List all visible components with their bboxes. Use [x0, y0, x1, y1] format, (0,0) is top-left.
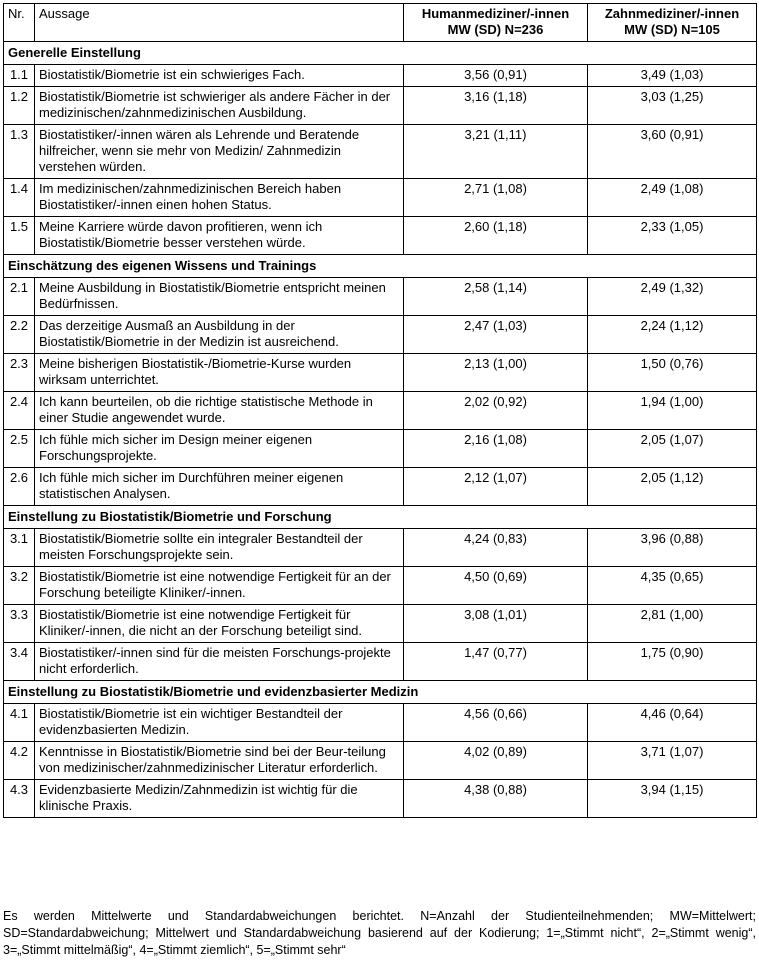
- zahn-mean-sd: 2,49 (1,08): [588, 179, 757, 217]
- zahn-mean-sd: 3,60 (0,91): [588, 125, 757, 179]
- header-zahnmediziner: [588, 4, 757, 42]
- human-mean-sd: 2,60 (1,18): [404, 217, 588, 255]
- table-row: [4, 125, 757, 179]
- human-mean-sd: 3,08 (1,01): [404, 605, 588, 643]
- item-statement: Biostatistik/Biometrie ist ein wichtiger Bestandteil der evidenzbasierten Medizin.: [35, 704, 404, 742]
- zahn-mean-sd: 3,96 (0,88): [588, 529, 757, 567]
- item-number: 4.1: [4, 704, 35, 742]
- header-aussage: Aussage: [35, 4, 404, 42]
- item-statement: Evidenzbasierte Medizin/Zahnmedizin ist wichtig für die klinische Praxis.: [35, 780, 404, 818]
- zahn-mean-sd: 2,05 (1,07): [588, 430, 757, 468]
- item-number: 4.3: [4, 780, 35, 818]
- item-statement: Biostatistik/Biometrie sollte ein integraler Bestandteil der meisten Forschungsprojekte sein.: [35, 529, 404, 567]
- table-header-row: [4, 4, 757, 42]
- item-number: 3.1: [4, 529, 35, 567]
- item-statement: Biostatistik/Biometrie ist ein schwieriges Fach.: [35, 65, 404, 87]
- human-mean-sd: 3,56 (0,91): [404, 65, 588, 87]
- table-row: [4, 468, 757, 506]
- human-mean-sd: 4,24 (0,83): [404, 529, 588, 567]
- zahn-mean-sd: 3,71 (1,07): [588, 742, 757, 780]
- zahn-mean-sd: 4,35 (0,65): [588, 567, 757, 605]
- item-statement: Biostatistik/Biometrie ist schwieriger als andere Fächer in der medizinischen/zahnmedizinischen Ausbildung.: [35, 87, 404, 125]
- human-mean-sd: 2,47 (1,03): [404, 316, 588, 354]
- human-mean-sd: 2,02 (0,92): [404, 392, 588, 430]
- section-row: [4, 42, 757, 65]
- table-body: [4, 42, 757, 818]
- item-statement: Das derzeitige Ausmaß an Ausbildung in der Biostatistik/Biometrie in der Medizin ist ausreichend.: [35, 316, 404, 354]
- section-title: Einstellung zu Biostatistik/Biometrie und Forschung: [4, 506, 757, 529]
- table-row: [4, 742, 757, 780]
- survey-results-table: [3, 3, 757, 818]
- human-mean-sd: 2,71 (1,08): [404, 179, 588, 217]
- item-statement: Meine bisherigen Biostatistik-/Biometrie-Kurse wurden wirksam unterrichtet.: [35, 354, 404, 392]
- item-statement: Meine Karriere würde davon profitieren, wenn ich Biostatistik/Biometrie besser verstehen würde.: [35, 217, 404, 255]
- item-number: 1.2: [4, 87, 35, 125]
- human-mean-sd: 3,21 (1,11): [404, 125, 588, 179]
- header-human-line2: MW (SD) N=236: [447, 22, 544, 37]
- table-row: [4, 278, 757, 316]
- section-title: Generelle Einstellung: [4, 42, 757, 65]
- zahn-mean-sd: 3,94 (1,15): [588, 780, 757, 818]
- table-row: [4, 316, 757, 354]
- human-mean-sd: 2,12 (1,07): [404, 468, 588, 506]
- item-number: 2.5: [4, 430, 35, 468]
- table-row: [4, 643, 757, 681]
- header-humanmediziner: [404, 4, 588, 42]
- section-title: Einschätzung des eigenen Wissens und Trainings: [4, 255, 757, 278]
- human-mean-sd: 4,38 (0,88): [404, 780, 588, 818]
- item-number: 2.4: [4, 392, 35, 430]
- human-mean-sd: 2,13 (1,00): [404, 354, 588, 392]
- item-number: 1.3: [4, 125, 35, 179]
- header-nr: Nr.: [4, 4, 35, 42]
- zahn-mean-sd: 3,49 (1,03): [588, 65, 757, 87]
- table-row: [4, 529, 757, 567]
- item-statement: Biostatistiker/-innen wären als Lehrende und Beratende hilfreicher, wenn sie mehr von Medizin/ Zahnmedizin verstehen würden.: [35, 125, 404, 179]
- item-number: 1.1: [4, 65, 35, 87]
- item-number: 1.4: [4, 179, 35, 217]
- item-statement: Biostatistiker/-innen sind für die meisten Forschungs-projekte nicht erforderlich.: [35, 643, 404, 681]
- item-number: 3.2: [4, 567, 35, 605]
- item-number: 3.3: [4, 605, 35, 643]
- human-mean-sd: 4,56 (0,66): [404, 704, 588, 742]
- table-row: [4, 87, 757, 125]
- item-number: 2.3: [4, 354, 35, 392]
- human-mean-sd: 3,16 (1,18): [404, 87, 588, 125]
- item-statement: Biostatistik/Biometrie ist eine notwendige Fertigkeit für Kliniker/-innen, die nicht an der Forschung beteiligt sind.: [35, 605, 404, 643]
- header-zahn-line2: MW (SD) N=105: [624, 22, 720, 37]
- table-row: [4, 179, 757, 217]
- human-mean-sd: 2,16 (1,08): [404, 430, 588, 468]
- table-row: [4, 704, 757, 742]
- table-row: [4, 605, 757, 643]
- human-mean-sd: 2,58 (1,14): [404, 278, 588, 316]
- item-statement: Ich fühle mich sicher im Durchführen meiner eigenen statistischen Analysen.: [35, 468, 404, 506]
- item-statement: Ich kann beurteilen, ob die richtige statistische Methode in einer Studie angewendet wurde.: [35, 392, 404, 430]
- zahn-mean-sd: 3,03 (1,25): [588, 87, 757, 125]
- item-number: 2.1: [4, 278, 35, 316]
- zahn-mean-sd: 4,46 (0,64): [588, 704, 757, 742]
- item-statement: Im medizinischen/zahnmedizinischen Bereich haben Biostatistiker/-innen einen hohen Status.: [35, 179, 404, 217]
- zahn-mean-sd: 2,33 (1,05): [588, 217, 757, 255]
- item-statement: Meine Ausbildung in Biostatistik/Biometrie entspricht meinen Bedürfnissen.: [35, 278, 404, 316]
- zahn-mean-sd: 2,24 (1,12): [588, 316, 757, 354]
- zahn-mean-sd: 2,81 (1,00): [588, 605, 757, 643]
- zahn-mean-sd: 2,05 (1,12): [588, 468, 757, 506]
- table-row: [4, 65, 757, 87]
- section-title: Einstellung zu Biostatistik/Biometrie und evidenzbasierter Medizin: [4, 681, 757, 704]
- header-zahn-line1: Zahnmediziner/-innen: [604, 6, 740, 21]
- zahn-mean-sd: 1,75 (0,90): [588, 643, 757, 681]
- table-footnote: Es werden Mittelwerte und Standardabweichungen berichtet. N=Anzahl der Studienteilnehmenden; MW=Mittelwert; SD=Standardabweichung; Mittelwert und Standardabweichung basierend auf der Kodierung; 1=„Stimmt nicht“, 2=„Stimmt wenig“, 3=„Stimmt mittelmäßig“, 4=„Stimmt ziemlich“, 5=„Stimmt sehr“: [3, 909, 756, 957]
- table-row: [4, 567, 757, 605]
- human-mean-sd: 1,47 (0,77): [404, 643, 588, 681]
- table-row: [4, 430, 757, 468]
- table-row: [4, 392, 757, 430]
- section-row: [4, 681, 757, 704]
- item-number: 3.4: [4, 643, 35, 681]
- table-row: [4, 354, 757, 392]
- item-number: 4.2: [4, 742, 35, 780]
- item-statement: Kenntnisse in Biostatistik/Biometrie sind bei der Beur-teilung von medizinischer/zahnmedizinischer Literatur erforderlich.: [35, 742, 404, 780]
- zahn-mean-sd: 1,94 (1,00): [588, 392, 757, 430]
- item-number: 1.5: [4, 217, 35, 255]
- item-statement: Ich fühle mich sicher im Design meiner eigenen Forschungsprojekte.: [35, 430, 404, 468]
- item-number: 2.6: [4, 468, 35, 506]
- human-mean-sd: 4,02 (0,89): [404, 742, 588, 780]
- item-number: 2.2: [4, 316, 35, 354]
- item-statement: Biostatistik/Biometrie ist eine notwendige Fertigkeit für an der Forschung beteiligte Kliniker/-innen.: [35, 567, 404, 605]
- header-human-line1: Humanmediziner/-innen: [421, 6, 570, 21]
- human-mean-sd: 4,50 (0,69): [404, 567, 588, 605]
- section-row: [4, 255, 757, 278]
- zahn-mean-sd: 2,49 (1,32): [588, 278, 757, 316]
- zahn-mean-sd: 1,50 (0,76): [588, 354, 757, 392]
- section-row: [4, 506, 757, 529]
- table-row: [4, 217, 757, 255]
- table-row: [4, 780, 757, 818]
